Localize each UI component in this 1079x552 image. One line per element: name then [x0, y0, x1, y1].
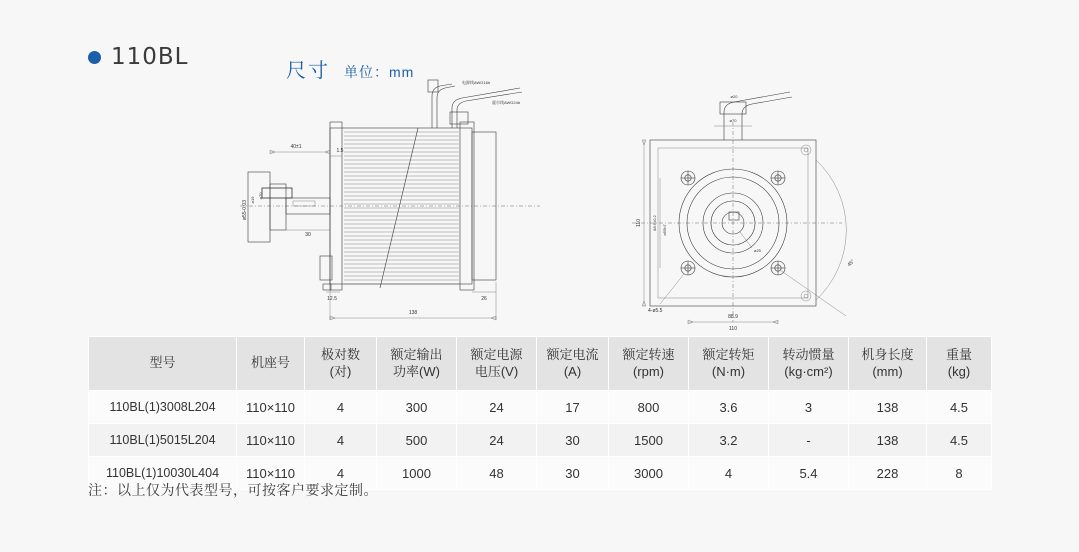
- cell-rated-speed: 1500: [609, 424, 689, 457]
- cell-rated-torque: 3.6: [689, 391, 769, 424]
- col-header-rotor-inertia: 转动惯量 (kg·cm²): [769, 337, 849, 391]
- col-header-rated-current: 额定电流 (A): [537, 337, 609, 391]
- cell-model: 110BL(1)3008L204: [89, 391, 237, 424]
- side-view: [240, 79, 540, 320]
- cell-rated-current: 17: [537, 391, 609, 424]
- cell-rated-power: 500: [377, 424, 457, 457]
- svg-text:电源线AWG16#: 电源线AWG16#: [462, 80, 491, 85]
- cell-weight: 4.5: [927, 424, 992, 457]
- footer-note: 注：以上仅为代表型号，可按客户要求定制。: [88, 482, 378, 498]
- cell-rotor-inertia: -: [769, 424, 849, 457]
- cell-rated-power: 1000: [377, 457, 457, 490]
- cell-frame-size: 110×110: [237, 424, 305, 457]
- cell-rated-current: 30: [537, 457, 609, 490]
- dimension-unit: 单位：mm: [344, 64, 415, 80]
- svg-text:ø25: ø25: [754, 248, 761, 253]
- svg-text:40±1: 40±1: [290, 144, 302, 150]
- cell-model: 110BL(1)10030L404: [89, 457, 237, 490]
- cell-rated-voltage: 48: [457, 457, 537, 490]
- col-header-frame-size: 机座号: [237, 337, 305, 391]
- col-header-rated-power: 额定输出 功率(W): [377, 337, 457, 391]
- col-header-pole-pairs: 极对数 (对): [305, 337, 377, 391]
- front-view: [632, 92, 856, 330]
- cell-body-length: 138: [849, 424, 927, 457]
- spec-table: [88, 336, 992, 490]
- svg-text:88.9±0.2: 88.9±0.2: [652, 215, 657, 231]
- cell-weight: 8: [927, 457, 992, 490]
- cell-rated-voltage: 24: [457, 391, 537, 424]
- svg-text:30: 30: [305, 232, 311, 238]
- table-row: [89, 424, 992, 457]
- cell-rotor-inertia: 3: [769, 391, 849, 424]
- svg-text:ø70: ø70: [258, 192, 263, 200]
- svg-text:138: 138: [408, 310, 418, 316]
- cell-model: 110BL(1)5015L204: [89, 424, 237, 457]
- spec-table-container: [88, 336, 991, 490]
- cell-rated-torque: 3.2: [689, 424, 769, 457]
- svg-text:ø19: ø19: [250, 196, 255, 204]
- cell-weight: 4.5: [927, 391, 992, 424]
- cell-rated-speed: 800: [609, 391, 689, 424]
- svg-text:1.5: 1.5: [336, 148, 344, 154]
- cell-rated-power: 300: [377, 391, 457, 424]
- cell-rated-torque: 4: [689, 457, 769, 490]
- cell-pole-pairs: 4: [305, 457, 377, 490]
- col-header-body-length: 机身长度 (mm): [849, 337, 927, 391]
- svg-text:12.5: 12.5: [327, 296, 337, 302]
- col-header-rated-voltage: 额定电源 电压(V): [457, 337, 537, 391]
- cell-pole-pairs: 4: [305, 391, 377, 424]
- svg-text:110: 110: [636, 219, 642, 227]
- svg-text:45°: 45°: [846, 258, 857, 269]
- cell-body-length: 228: [849, 457, 927, 490]
- svg-text:霍尔线AWG24#: 霍尔线AWG24#: [492, 100, 521, 105]
- svg-text:110: 110: [729, 326, 737, 330]
- svg-text:4-ø5.5: 4-ø5.5: [648, 308, 663, 314]
- cell-frame-size: 110×110: [237, 391, 305, 424]
- cell-rated-current: 30: [537, 424, 609, 457]
- drawing-svg: [0, 60, 1079, 330]
- cell-pole-pairs: 4: [305, 424, 377, 457]
- col-header-weight: 重量 (kg): [927, 337, 992, 391]
- table-header-row: [89, 337, 992, 391]
- svg-text:ø20: ø20: [730, 94, 738, 99]
- cell-body-length: 138: [849, 391, 927, 424]
- svg-text:ø55-0.03: ø55-0.03: [242, 199, 248, 221]
- svg-text:26: 26: [481, 296, 487, 302]
- technical-drawings: [0, 60, 1079, 330]
- col-header-rated-torque: 额定转矩 (N·m): [689, 337, 769, 391]
- dimension-label: 尺寸: [286, 60, 330, 82]
- cell-rotor-inertia: 5.4: [769, 457, 849, 490]
- cell-frame-size: 110×110: [237, 457, 305, 490]
- col-header-model: 型号: [89, 337, 237, 391]
- svg-text:ø55h7: ø55h7: [662, 224, 667, 236]
- table-row: [89, 391, 992, 424]
- col-header-rated-speed: 额定转速 (rpm): [609, 337, 689, 391]
- svg-text:88.9: 88.9: [728, 314, 738, 320]
- cell-rated-voltage: 24: [457, 424, 537, 457]
- page-title: 110BL: [111, 44, 189, 70]
- svg-text:ø70: ø70: [729, 118, 737, 123]
- cell-rated-speed: 3000: [609, 457, 689, 490]
